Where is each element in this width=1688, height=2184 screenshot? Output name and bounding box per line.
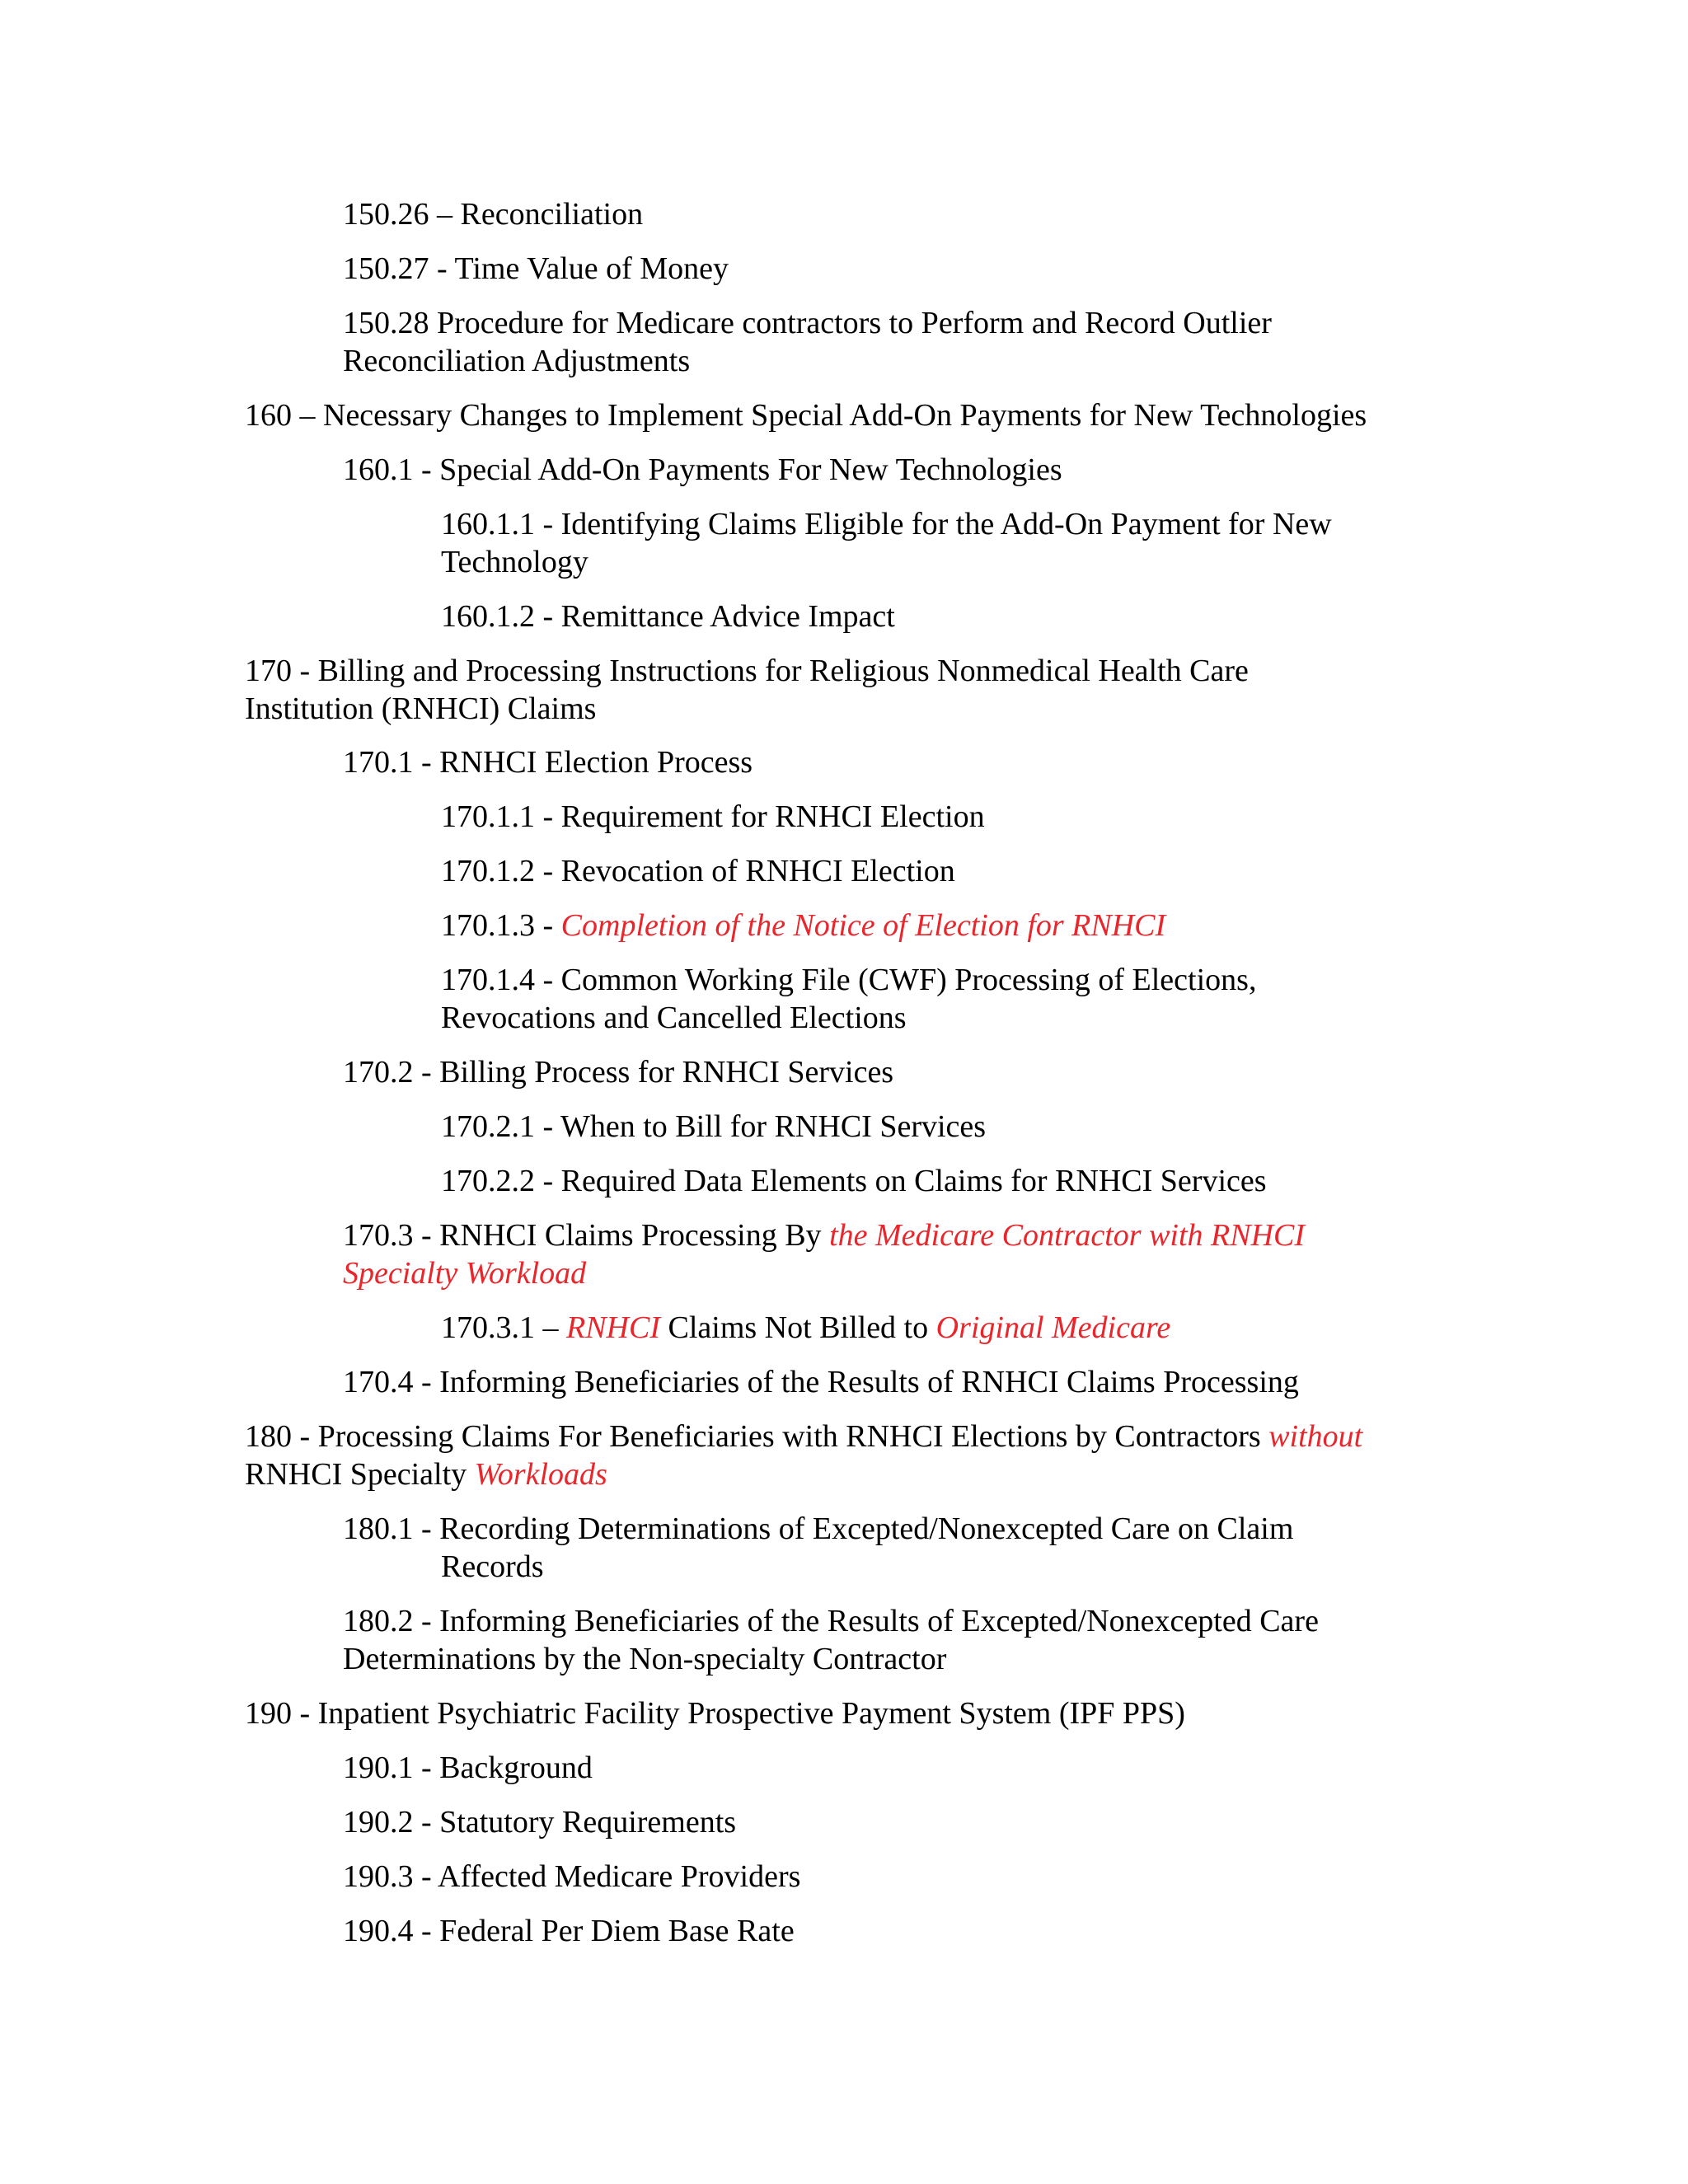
toc-entry-text-continued: Records: [441, 1549, 544, 1584]
toc-entry-text: 170.1 - RNHCI Election Process: [343, 745, 753, 780]
revised-text: the Medicare Contractor with RNHCI: [829, 1218, 1306, 1253]
toc-entry-170-2-2[interactable]: [441, 1162, 1267, 1200]
toc-entry-170-1-3[interactable]: [441, 907, 1165, 944]
toc-entry-190-4[interactable]: [343, 1912, 795, 1950]
toc-entry-text: 190.1 - Background: [343, 1750, 593, 1785]
toc-entry-170-4[interactable]: [343, 1363, 1299, 1401]
toc-entry-180-1[interactable]: [343, 1510, 1293, 1586]
toc-entry-170-1-1[interactable]: [441, 798, 985, 836]
toc-entry-text: 170.2 - Billing Process for RNHCI Services: [343, 1055, 894, 1090]
toc-entry-text: 170 - Billing and Processing Instructions for Religious Nonmedical Health Care: [245, 654, 1249, 688]
revised-text: without: [1268, 1419, 1363, 1454]
toc-entry-text: 150.28 Procedure for Medicare contractors to Perform and Record Outlier: [343, 306, 1272, 340]
toc-entry-text: 190.2 - Statutory Requirements: [343, 1805, 737, 1840]
revised-text: Original Medicare: [935, 1310, 1171, 1345]
toc-entry-text: 180 - Processing Claims For Beneficiaries with RNHCI Elections by Contractors: [245, 1419, 1269, 1454]
toc-entry-text: 160.1.1 - Identifying Claims Eligible for the Add-On Payment for New: [441, 507, 1332, 541]
toc-entry-170-1[interactable]: [343, 743, 753, 781]
toc-entry-text: 170.3 - RNHCI Claims Processing By: [343, 1218, 830, 1253]
toc-entry-160-1[interactable]: [343, 451, 1062, 489]
toc-entry-170-3[interactable]: [343, 1216, 1305, 1292]
toc-entry-170-2[interactable]: [343, 1053, 893, 1091]
toc-entry-170-1-2[interactable]: [441, 852, 955, 890]
toc-entry-text-continued: Revocations and Cancelled Elections: [441, 1001, 907, 1035]
toc-entry-text-continued: Determinations by the Non-specialty Contractor: [343, 1642, 947, 1676]
toc-entry-160-1-1[interactable]: [441, 505, 1332, 581]
toc-entry-170-1-4[interactable]: [441, 961, 1256, 1037]
revised-text: RNHCI: [566, 1310, 660, 1345]
toc-entry-190-3[interactable]: [343, 1858, 800, 1896]
toc-entry-text-continued: RNHCI Specialty: [245, 1457, 475, 1492]
toc-entry-180-2[interactable]: [343, 1602, 1319, 1678]
toc-entry-text: 190.4 - Federal Per Diem Base Rate: [343, 1914, 795, 1948]
revised-text: Workloads: [474, 1457, 607, 1492]
toc-entry-170-2-1[interactable]: [441, 1108, 986, 1146]
toc-entry-180[interactable]: [245, 1418, 1362, 1493]
toc-entry-text: 180.1 - Recording Determinations of Excepted/Nonexcepted Care on Claim: [343, 1511, 1294, 1546]
toc-entry-text: 170.2.1 - When to Bill for RNHCI Services: [441, 1109, 987, 1144]
toc-entry-text: 170.4 - Informing Beneficiaries of the Results of RNHCI Claims Processing: [343, 1365, 1299, 1399]
revised-text: Completion of the Notice of Election for RNHCI: [560, 908, 1166, 943]
toc-entry-text-continued: Reconciliation Adjustments: [343, 344, 691, 378]
toc-entry-text: 190 - Inpatient Psychiatric Facility Prospective Payment System (IPF PPS): [245, 1696, 1185, 1731]
toc-entry-190[interactable]: [245, 1694, 1185, 1732]
toc-entry-text: 170.1.4 - Common Working File (CWF) Processing of Elections,: [441, 963, 1257, 997]
toc-entry-150-27[interactable]: [343, 250, 729, 288]
toc-entry-160[interactable]: [245, 396, 1367, 434]
toc-entry-text: 150.26 – Reconciliation: [343, 197, 644, 232]
toc-entry-170[interactable]: [245, 652, 1249, 728]
revised-text-continued: Specialty Workload: [343, 1256, 587, 1291]
toc-entry-text: Claims Not Billed to: [660, 1310, 936, 1345]
toc-entry-number: 170.3.1 –: [441, 1310, 566, 1345]
toc-entry-text: 170.1.1 - Requirement for RNHCI Election: [441, 799, 985, 834]
toc-entry-text: 160 – Necessary Changes to Implement Special Add-On Payments for New Technologies: [245, 398, 1367, 433]
toc-entry-text: 170.2.2 - Required Data Elements on Claims for RNHCI Services: [441, 1164, 1267, 1198]
toc-entry-190-1[interactable]: [343, 1749, 593, 1787]
toc-entry-text: 180.2 - Informing Beneficiaries of the Results of Excepted/Nonexcepted Care: [343, 1604, 1319, 1638]
toc-entry-text: 160.1.2 - Remittance Advice Impact: [441, 599, 895, 634]
toc-entry-text-continued: Technology: [441, 545, 588, 579]
toc-entry-160-1-2[interactable]: [441, 598, 895, 635]
toc-entry-150-28[interactable]: [343, 304, 1272, 380]
toc-entry-text: 190.3 - Affected Medicare Providers: [343, 1859, 801, 1894]
toc-entry-text: 160.1 - Special Add-On Payments For New Technologies: [343, 452, 1062, 487]
toc-entry-text: 170.1.2 - Revocation of RNHCI Election: [441, 854, 955, 888]
toc-entry-text-continued: Institution (RNHCI) Claims: [245, 691, 597, 726]
toc-entry-number: 170.1.3 -: [441, 908, 561, 943]
toc-entry-text: 150.27 - Time Value of Money: [343, 251, 729, 286]
toc-entry-150-26[interactable]: [343, 195, 643, 233]
toc-entry-170-3-1[interactable]: [441, 1309, 1170, 1347]
toc-entry-190-2[interactable]: [343, 1803, 736, 1841]
